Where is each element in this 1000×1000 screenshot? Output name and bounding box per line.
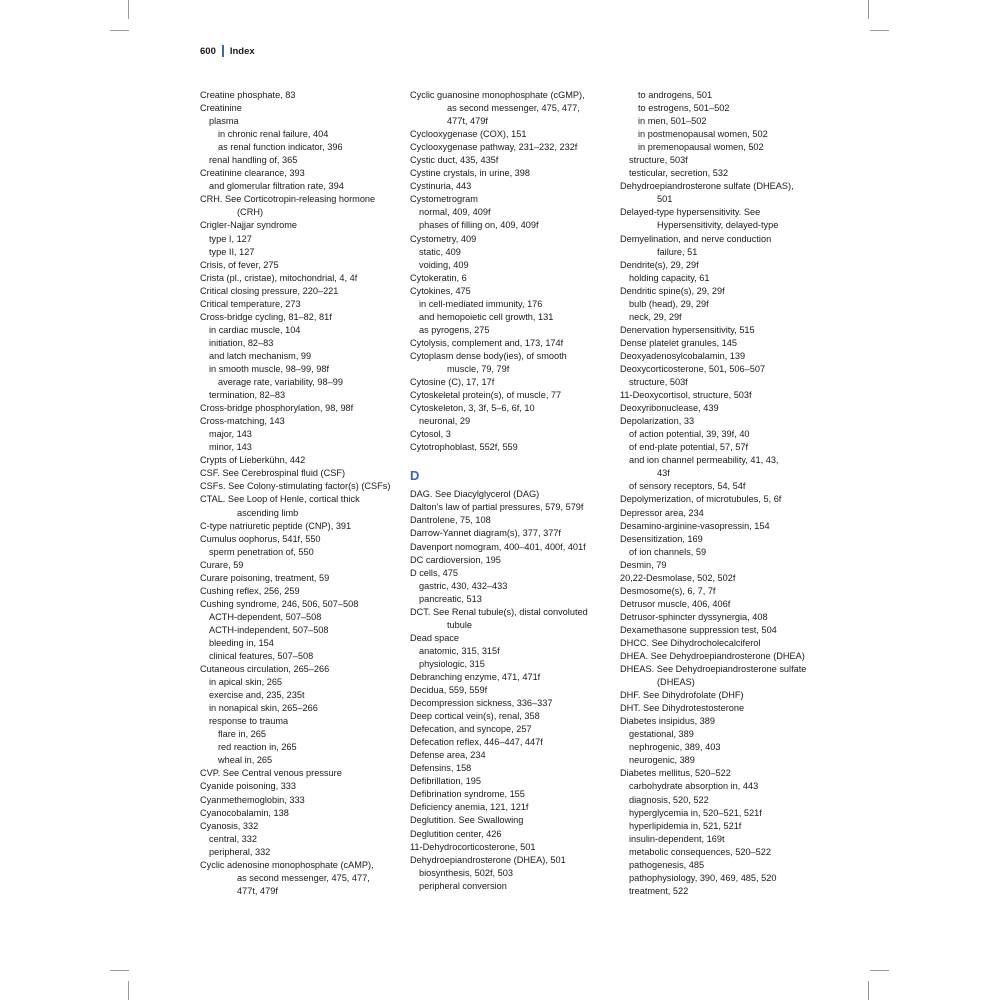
index-entry: Cyanocobalamin, 138 bbox=[200, 807, 289, 818]
index-subentry: central, 332 bbox=[209, 833, 258, 844]
index-subentry: phases of filling on, 409, 409f bbox=[419, 220, 539, 231]
index-subentry: tubule bbox=[447, 619, 473, 630]
index-entry: Cross-bridge phosphorylation, 98, 98f bbox=[200, 403, 354, 414]
index-subentry: as second messenger, 475, 477, bbox=[447, 103, 580, 114]
index-entry: Creatinine clearance, 393 bbox=[200, 168, 305, 179]
index-subentry: testicular, secretion, 532 bbox=[629, 168, 729, 179]
index-subentry: of ion channels, 59 bbox=[629, 546, 707, 557]
index-entry: Dalton’s law of partial pressures, 579, 579f bbox=[410, 502, 584, 513]
index-entry: Depressor area, 234 bbox=[620, 507, 704, 518]
index-subentry: type I, 127 bbox=[209, 233, 252, 244]
index-subentry: ACTH-dependent, 507–508 bbox=[209, 611, 322, 622]
index-subentry: in cardiac muscle, 104 bbox=[209, 324, 301, 335]
index-entry: CRH. See Corticotropin-releasing hormone bbox=[200, 194, 376, 205]
index-entry: Defense area, 234 bbox=[410, 750, 486, 761]
index-entry: Cystine crystals, in urine, 398 bbox=[410, 168, 530, 179]
index-subentry: and latch mechanism, 99 bbox=[209, 350, 312, 361]
index-subentry: failure, 51 bbox=[657, 246, 698, 257]
index-subentry: physiologic, 315 bbox=[419, 658, 485, 669]
section-letter: D bbox=[410, 468, 420, 484]
index-subentry: as pyrogens, 275 bbox=[419, 324, 490, 335]
index-subentry: as second messenger, 475, 477, bbox=[237, 872, 370, 883]
index-subentry: to androgens, 501 bbox=[638, 90, 713, 100]
index-entry: Detrusor muscle, 406, 406f bbox=[620, 598, 731, 609]
index-subentry: of sensory receptors, 54, 54f bbox=[629, 481, 746, 492]
index-subentry: insulin-dependent, 169t bbox=[629, 833, 725, 844]
crop-mark-left-lower bbox=[110, 970, 129, 971]
index-subentry: peripheral conversion bbox=[419, 880, 507, 891]
index-entry: Cystic duct, 435, 435f bbox=[410, 155, 499, 166]
index-subentry: type II, 127 bbox=[209, 246, 255, 257]
index-entry: Defecation, and syncope, 257 bbox=[410, 724, 532, 735]
index-subentry: hyperglycemia in, 520–521, 521f bbox=[629, 807, 762, 818]
crop-mark-bottom-right bbox=[868, 981, 869, 1000]
index-subentry: flare in, 265 bbox=[218, 729, 267, 740]
crop-mark-top-right bbox=[868, 0, 869, 19]
index-entry: Creatinine bbox=[200, 103, 242, 114]
index-entry: Cross-bridge cycling, 81–82, 81f bbox=[200, 311, 332, 322]
crop-mark-bottom-left bbox=[128, 981, 129, 1000]
index-entry: Deoxyribonuclease, 439 bbox=[620, 403, 719, 414]
index-subentry: minor, 143 bbox=[209, 442, 252, 453]
index-entry: Detrusor-sphincter dyssynergia, 408 bbox=[620, 611, 768, 622]
index-entry: Cushing syndrome, 246, 506, 507–508 bbox=[200, 598, 359, 609]
index-entry: CSF. See Cerebrospinal fluid (CSF) bbox=[200, 468, 346, 479]
index-entry: Deficiency anemia, 121, 121f bbox=[410, 802, 529, 813]
index-entry: DAG. See Diacylglycerol (DAG) bbox=[410, 489, 540, 500]
index-subentry: voiding, 409 bbox=[419, 259, 469, 270]
index-entry: Cystometry, 409 bbox=[410, 233, 477, 244]
index-subentry: of action potential, 39, 39f, 40 bbox=[629, 429, 750, 440]
index-entry: Defibrillation, 195 bbox=[410, 776, 481, 787]
index-entry: 11-Deoxycortisol, structure, 503f bbox=[620, 390, 752, 401]
index-entry: DHT. See Dihydrotestosterone bbox=[620, 703, 745, 714]
index-entry: C-type natriuretic peptide (CNP), 391 bbox=[200, 520, 352, 531]
index-subentry: structure, 503f bbox=[629, 377, 688, 388]
index-entry: CSFs. See Colony-stimulating factor(s) (CSFs) bbox=[200, 481, 391, 492]
index-entry: 11-Dehydrocorticosterone, 501 bbox=[410, 841, 536, 852]
index-subentry: holding capacity, 61 bbox=[629, 272, 710, 283]
index-subentry: structure, 503f bbox=[629, 155, 688, 166]
index-entry: D cells, 475 bbox=[410, 567, 459, 578]
index-entry: Deglutition center, 426 bbox=[410, 828, 502, 839]
index-entry: Deglutition. See Swallowing bbox=[410, 815, 524, 826]
index-entry: Decompression sickness, 336–337 bbox=[410, 698, 553, 709]
index-entry: Cytoplasm dense body(ies), of smooth bbox=[410, 350, 567, 361]
index-subentry: ascending limb bbox=[237, 507, 299, 518]
running-header bbox=[200, 45, 255, 57]
index-subentry: Hypersensitivity, delayed-type bbox=[657, 220, 779, 231]
index-entry: Crista (pl., cristae), mitochondrial, 4, 4f bbox=[200, 272, 358, 283]
index-entry: Demyelination, and nerve conduction bbox=[620, 233, 772, 244]
index-subentry: peripheral, 332 bbox=[209, 846, 271, 857]
header-divider bbox=[222, 45, 224, 57]
index-subentry: in postmenopausal women, 502 bbox=[638, 129, 768, 140]
index-subentry: (DHEAS) bbox=[657, 677, 695, 688]
index-entry: Curare, 59 bbox=[200, 559, 244, 570]
index-subentry: in smooth muscle, 98–99, 98f bbox=[209, 363, 330, 374]
index-entry: CTAL. See Loop of Henle, cortical thick bbox=[200, 494, 360, 505]
index-subentry: 43f bbox=[657, 468, 670, 479]
index-entry: Cross-matching, 143 bbox=[200, 416, 285, 427]
index-entry: Dendrite(s), 29, 29f bbox=[620, 259, 699, 270]
index-entry: Depolarization, 33 bbox=[620, 416, 695, 427]
index-entry: Dendritic spine(s), 29, 29f bbox=[620, 285, 725, 296]
index-entry: Deoxycorticosterone, 501, 506–507 bbox=[620, 363, 766, 374]
index-entry: Crisis, of fever, 275 bbox=[200, 259, 279, 270]
index-subentry: renal handling of, 365 bbox=[209, 155, 298, 166]
crop-mark-right-upper bbox=[870, 30, 889, 31]
index-subentry: treatment, 522 bbox=[629, 885, 689, 896]
index-entry: Dantrolene, 75, 108 bbox=[410, 515, 491, 526]
index-subentry: normal, 409, 409f bbox=[419, 207, 491, 218]
index-entry: Cutaneous circulation, 265–266 bbox=[200, 664, 330, 675]
index-entry: Curare poisoning, treatment, 59 bbox=[200, 572, 330, 583]
index-entry: Cytokeratin, 6 bbox=[410, 272, 467, 283]
index-subentry: in cell-mediated immunity, 176 bbox=[419, 298, 543, 309]
index-entry: CVP. See Central venous pressure bbox=[200, 768, 342, 779]
index-entry: Defibrination syndrome, 155 bbox=[410, 789, 525, 800]
index-column-2 bbox=[410, 89, 610, 893]
index-entry: Cyclic adenosine monophosphate (cAMP), bbox=[200, 859, 374, 870]
index-entry: Delayed-type hypersensitivity. See bbox=[620, 207, 761, 218]
index-entry: Cyclic guanosine monophosphate (cGMP), bbox=[410, 90, 585, 100]
index-subentry: neurogenic, 389 bbox=[629, 755, 695, 766]
index-entry: DCT. See Renal tubule(s), distal convoluted bbox=[410, 606, 588, 617]
index-entry: Dead space bbox=[410, 632, 460, 643]
index-subentry: and ion channel permeability, 41, 43, bbox=[629, 455, 779, 466]
index-entry: Desmin, 79 bbox=[620, 559, 667, 570]
index-subentry: pathogenesis, 485 bbox=[629, 859, 705, 870]
index-subentry: to estrogens, 501–502 bbox=[638, 103, 730, 114]
index-entry: Dense platelet granules, 145 bbox=[620, 337, 737, 348]
index-entry: Desmosome(s), 6, 7, 7f bbox=[620, 585, 716, 596]
index-subentry: muscle, 79, 79f bbox=[447, 363, 510, 374]
crop-mark-right-lower bbox=[870, 970, 889, 971]
index-subentry: pathophysiology, 390, 469, 485, 520 bbox=[629, 872, 777, 883]
index-subentry: static, 409 bbox=[419, 246, 461, 257]
page-number: 600 bbox=[200, 45, 216, 57]
index-entry: Dehydroepiandrosterone (DHEA), 501 bbox=[410, 854, 566, 865]
index-entry: Defensins, 158 bbox=[410, 763, 472, 774]
index-subentry: in apical skin, 265 bbox=[209, 677, 283, 688]
index-subentry: in men, 501–502 bbox=[638, 116, 707, 127]
index-entry: Davenport nomogram, 400–401, 400f, 401f bbox=[410, 541, 586, 552]
index-entry: Cushing reflex, 256, 259 bbox=[200, 585, 300, 596]
index-entry: DHEA. See Dehydroepiandrosterone (DHEA) bbox=[620, 651, 805, 662]
index-subentry: carbohydrate absorption in, 443 bbox=[629, 781, 759, 792]
index-subentry: sperm penetration of, 550 bbox=[209, 546, 314, 557]
index-subentry: 477t, 479f bbox=[447, 116, 488, 127]
index-subentry: wheal in, 265 bbox=[218, 755, 273, 766]
index-subentry: initiation, 82–83 bbox=[209, 337, 274, 348]
index-entry: Defecation reflex, 446–447, 447f bbox=[410, 737, 543, 748]
index-subentry: exercise and, 235, 235t bbox=[209, 690, 305, 701]
index-subentry: and glomerular filtration rate, 394 bbox=[209, 181, 344, 192]
index-subentry: anatomic, 315, 315f bbox=[419, 645, 500, 656]
index-subentry: 477t, 479f bbox=[237, 885, 278, 896]
crop-mark-top-left bbox=[128, 0, 129, 19]
section-title: Index bbox=[229, 45, 255, 57]
index-entry: Denervation hypersensitivity, 515 bbox=[620, 324, 755, 335]
index-subentry: (CRH) bbox=[237, 207, 264, 218]
index-entry: DC cardioversion, 195 bbox=[410, 554, 501, 565]
index-subentry: nephrogenic, 389, 403 bbox=[629, 742, 721, 753]
index-entry: Cystometrogram bbox=[410, 194, 478, 205]
index-subentry: and hemopoietic cell growth, 131 bbox=[419, 311, 554, 322]
index-subentry: bleeding in, 154 bbox=[209, 637, 274, 648]
index-entry: Cytosol, 3 bbox=[410, 429, 451, 440]
index-subentry: major, 143 bbox=[209, 429, 252, 440]
index-subentry: gestational, 389 bbox=[629, 729, 694, 740]
index-entry: Cytoskeleton, 3, 3f, 5–6, 6f, 10 bbox=[410, 403, 535, 414]
index-entry: Critical temperature, 273 bbox=[200, 298, 301, 309]
index-subentry: diagnosis, 520, 522 bbox=[629, 794, 709, 805]
index-entry: Cytosine (C), 17, 17f bbox=[410, 377, 495, 388]
crop-mark-left-upper bbox=[110, 30, 129, 31]
index-entry: Cytotrophoblast, 552f, 559 bbox=[410, 442, 518, 453]
index-entry: Desensitization, 169 bbox=[620, 533, 703, 544]
index-subentry: response to trauma bbox=[209, 716, 289, 727]
index-subentry: in premenopausal women, 502 bbox=[638, 142, 764, 153]
index-entry: Crigler-Najjar syndrome bbox=[200, 220, 298, 231]
index-subentry: plasma bbox=[209, 116, 239, 127]
index-column-3 bbox=[620, 89, 820, 898]
index-entry: Darrow-Yannet diagram(s), 377, 377f bbox=[410, 528, 561, 539]
index-subentry: biosynthesis, 502f, 503 bbox=[419, 867, 513, 878]
index-entry: Critical closing pressure, 220–221 bbox=[200, 285, 339, 296]
index-entry: Cyanide poisoning, 333 bbox=[200, 781, 297, 792]
index-entry: Deoxyadenosylcobalamin, 139 bbox=[620, 350, 746, 361]
index-subentry: neuronal, 29 bbox=[419, 416, 471, 427]
index-subentry: bulb (head), 29, 29f bbox=[629, 298, 709, 309]
index-subentry: hyperlipidemia in, 521, 521f bbox=[629, 820, 742, 831]
index-subentry: clinical features, 507–508 bbox=[209, 651, 314, 662]
index-entry: DHF. See Dihydrofolate (DHF) bbox=[620, 690, 744, 701]
index-entry: Creatine phosphate, 83 bbox=[200, 90, 296, 100]
index-subentry: gastric, 430, 432–433 bbox=[419, 580, 508, 591]
index-subentry: in chronic renal failure, 404 bbox=[218, 129, 329, 140]
index-entry: Dexamethasone suppression test, 504 bbox=[620, 624, 777, 635]
index-entry: Dehydroepiandrosterone sulfate (DHEAS), bbox=[620, 181, 794, 192]
index-subentry: as renal function indicator, 396 bbox=[218, 142, 343, 153]
index-entry: 20,22-Desmolase, 502, 502f bbox=[620, 572, 736, 583]
index-entry: Cytolysis, complement and, 173, 174f bbox=[410, 337, 564, 348]
index-subentry: in nonapical skin, 265–266 bbox=[209, 703, 318, 714]
index-subentry: pancreatic, 513 bbox=[419, 593, 482, 604]
index-entry: Decidua, 559, 559f bbox=[410, 685, 488, 696]
index-entry: Crypts of Lieberkühn, 442 bbox=[200, 455, 306, 466]
index-subentry: 501 bbox=[657, 194, 673, 205]
index-subentry: red reaction in, 265 bbox=[218, 742, 297, 753]
index-entry: DHEAS. See Dehydroepiandrosterone sulfate bbox=[620, 664, 807, 675]
index-entry: Cytoskeletal protein(s), of muscle, 77 bbox=[410, 390, 562, 401]
index-subentry: of end-plate potential, 57, 57f bbox=[629, 442, 749, 453]
index-entry: Diabetes mellitus, 520–522 bbox=[620, 768, 731, 779]
index-entry: Depolymerization, of microtubules, 5, 6f bbox=[620, 494, 782, 505]
index-subentry: ACTH-independent, 507–508 bbox=[209, 624, 329, 635]
index-subentry: neck, 29, 29f bbox=[629, 311, 682, 322]
index-entry: Diabetes insipidus, 389 bbox=[620, 716, 715, 727]
index-entry: Cytokines, 475 bbox=[410, 285, 471, 296]
index-entry: Cumulus oophorus, 541f, 550 bbox=[200, 533, 321, 544]
index-entry: Cyanmethemoglobin, 333 bbox=[200, 794, 305, 805]
index-subentry: average rate, variability, 98–99 bbox=[218, 377, 343, 388]
index-entry: Desamino-arginine-vasopressin, 154 bbox=[620, 520, 770, 531]
index-entry: Deep cortical vein(s), renal, 358 bbox=[410, 711, 540, 722]
index-entry: Cyclooxygenase (COX), 151 bbox=[410, 129, 527, 140]
index-entry: Cyclooxygenase pathway, 231–232, 232f bbox=[410, 142, 578, 153]
index-entry: Cystinuria, 443 bbox=[410, 181, 472, 192]
index-entry: DHCC. See Dihydrocholecalciferol bbox=[620, 637, 761, 648]
index-entry: Cyanosis, 332 bbox=[200, 820, 259, 831]
index-entry: Debranching enzyme, 471, 471f bbox=[410, 671, 541, 682]
index-subentry: termination, 82–83 bbox=[209, 390, 286, 401]
index-subentry: metabolic consequences, 520–522 bbox=[629, 846, 771, 857]
index-column-1 bbox=[200, 89, 395, 898]
